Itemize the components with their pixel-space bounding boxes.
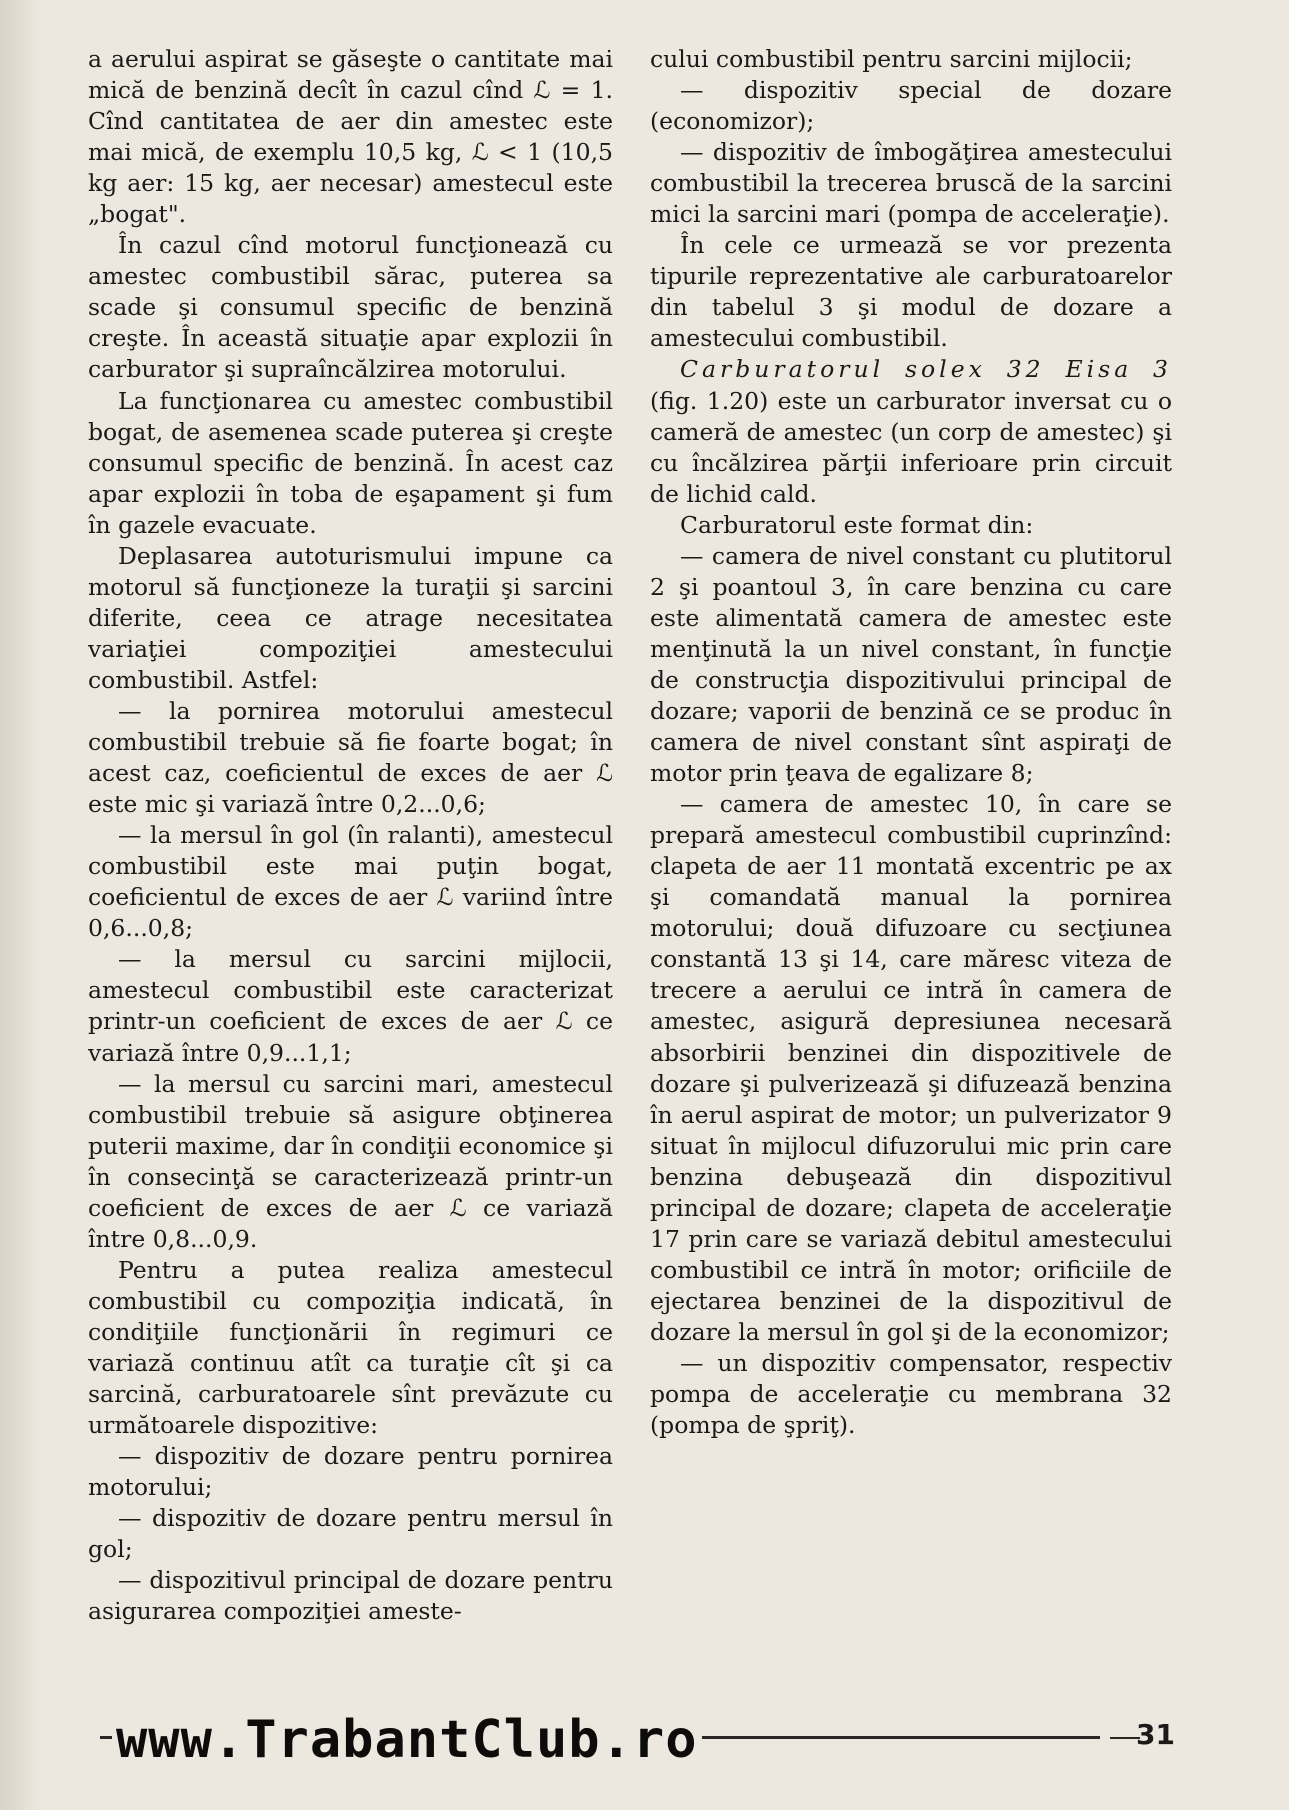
list-item: — un dispozitiv compensator, respectiv pompa de acceleraţie cu membrana 32 (pompa de şpriţ).: [650, 1348, 1172, 1440]
watermark-link[interactable]: www.TrabantClub.ro: [112, 1712, 702, 1768]
list-item: — dispozitiv de dozare pentru mersul în gol;: [88, 1504, 613, 1564]
paragraph: cului combustibil pentru sarcini mijlocii;: [650, 45, 1133, 73]
paragraph: În cele ce urmează se vor prezenta tipurile reprezentative ale carburatoarelor din tabelul 3 şi modul de dozare a amestecului combustibil.: [650, 231, 1172, 353]
paragraph: Deplasarea autoturismului impune ca motorul să funcţioneze la turaţii şi sarcini diferite, ceea ce atrage necesitatea variaţiei compoziţiei amestecului combustibil. Astfel:: [88, 541, 613, 694]
list-item: — la pornirea motorului amestecul combustibil trebuie să fie foarte bogat; în acest caz, coeficientul de exces de aer ℒ este mic şi variază între 0,2...0,6;: [88, 696, 613, 819]
list-item: — dispozitiv de dozare pentru pornirea motorului;: [88, 1442, 613, 1502]
section-heading-inline: Carburatorul solex 32 Eisa 3: [680, 355, 1172, 384]
page-edge-shadow: [0, 0, 40, 1810]
list-item: — camera de nivel constant cu plutitorul 2 şi poantoul 3, în care benzina cu care este alimentată camera de amestec este menţinută la un nivel constant, în funcţie de construcţia dispozitivului principal de dozare; vaporii de benzină ce se produc în camera de nivel constant sînt aspiraţi de motor prin ţeava de egalizare 8;: [650, 541, 1172, 788]
list-item: — camera de amestec 10, în care se prepară amestecul combustibil cuprinzînd: clapeta de aer 11 montată excentric pe ax şi comandată manual la pornirea motorului; două difuzoare cu secţiunea constantă 13 şi 14, care măresc viteza de trecere a aerului ce intră în camera de amestec, asigură depresiunea necesară absorbirii benzinei din dispozitivele de dozare şi pulverizează şi difuzează benzina în aerul aspirat de motor; un pulverizator 9 situat în mijlocul difuzorului mic prin care benzina debuşează din dispozitivul principal de dozare; clapeta de acceleraţie 17 prin care se variază debitul amestecului combustibil ce intră în motor; orificiile de ejectarea benzinei de la dispozitivul de dozare la mersul în gol şi de la economizor;: [650, 790, 1172, 1346]
right-column: [650, 44, 1172, 1441]
solex-text: (fig. 1.20) este un carburator inversat cu o cameră de amestec (un corp de amestec) şi cu încălzirea părţii inferioare prin circuit de lichid cald.: [650, 386, 1172, 508]
list-item: — dispozitiv de îmbogăţirea amestecului combustibil la trecerea bruscă de la sarcini mici la sarcini mari (pompa de acceleraţie).: [650, 138, 1172, 229]
page-number: 31: [1136, 1718, 1175, 1751]
left-column: [88, 44, 613, 1627]
list-item: — la mersul cu sarcini mijlocii, amestecul combustibil este caracterizat printr-un coeficient de exces de aer ℒ ce variază între 0,9...1,1;: [88, 945, 613, 1067]
paragraph: a aerului aspirat se găseşte o cantitate mai mică de benzină decît în cazul cînd ℒ = 1. Cînd cantitatea de aer din amestec este mai mică, de exemplu 10,5 kg, ℒ < 1 (10,5 kg aer: 15 kg, aer necesar) amestecul este „bogat".: [88, 45, 613, 229]
list-item: — la mersul cu sarcini mari, amestecul combustibil trebuie să asigure obţinerea puterii maxime, dar în condiţii economice şi în consecinţă se caracterizează printr-un coeficient de exces de aer ℒ ce variază între 0,8...0,9.: [88, 1069, 613, 1253]
paragraph: La funcţionarea cu amestec combustibil bogat, de asemenea scade puterea şi creşte consumul specific de benzină. În acest caz apar explozii în toba de eşapament şi fum în gazele evacuate.: [88, 386, 613, 539]
paragraph: Pentru a putea realiza amestecul combustibil cu compoziţia indicată, în condiţiile funcţionării în regimuri ce variază continuu atît ca turaţie cît şi ca sarcină, carburatoarele sînt prevăzute cu următoarele dispozitive:: [88, 1255, 613, 1440]
list-item: — dispozitiv special de dozare (economizor);: [650, 76, 1172, 136]
paragraph: În cazul cînd motorul funcţionează cu amestec combustibil sărac, puterea sa scade şi consumul specific de benzină creşte. În această situaţie apar explozii în carburator şi supraîncălzirea motorului.: [88, 231, 613, 384]
list-item: — la mersul în gol (în ralanti), amestecul combustibil este mai puţin bogat, coeficientul de exces de aer ℒ variind între 0,6...0,8;: [88, 821, 613, 943]
paragraph: Carburatorul este format din:: [680, 510, 1034, 539]
list-item: — dispozitivul principal de dozare pentru asigurarea compoziţiei ameste-: [88, 1566, 613, 1626]
solex-paragraph: [650, 354, 1172, 509]
